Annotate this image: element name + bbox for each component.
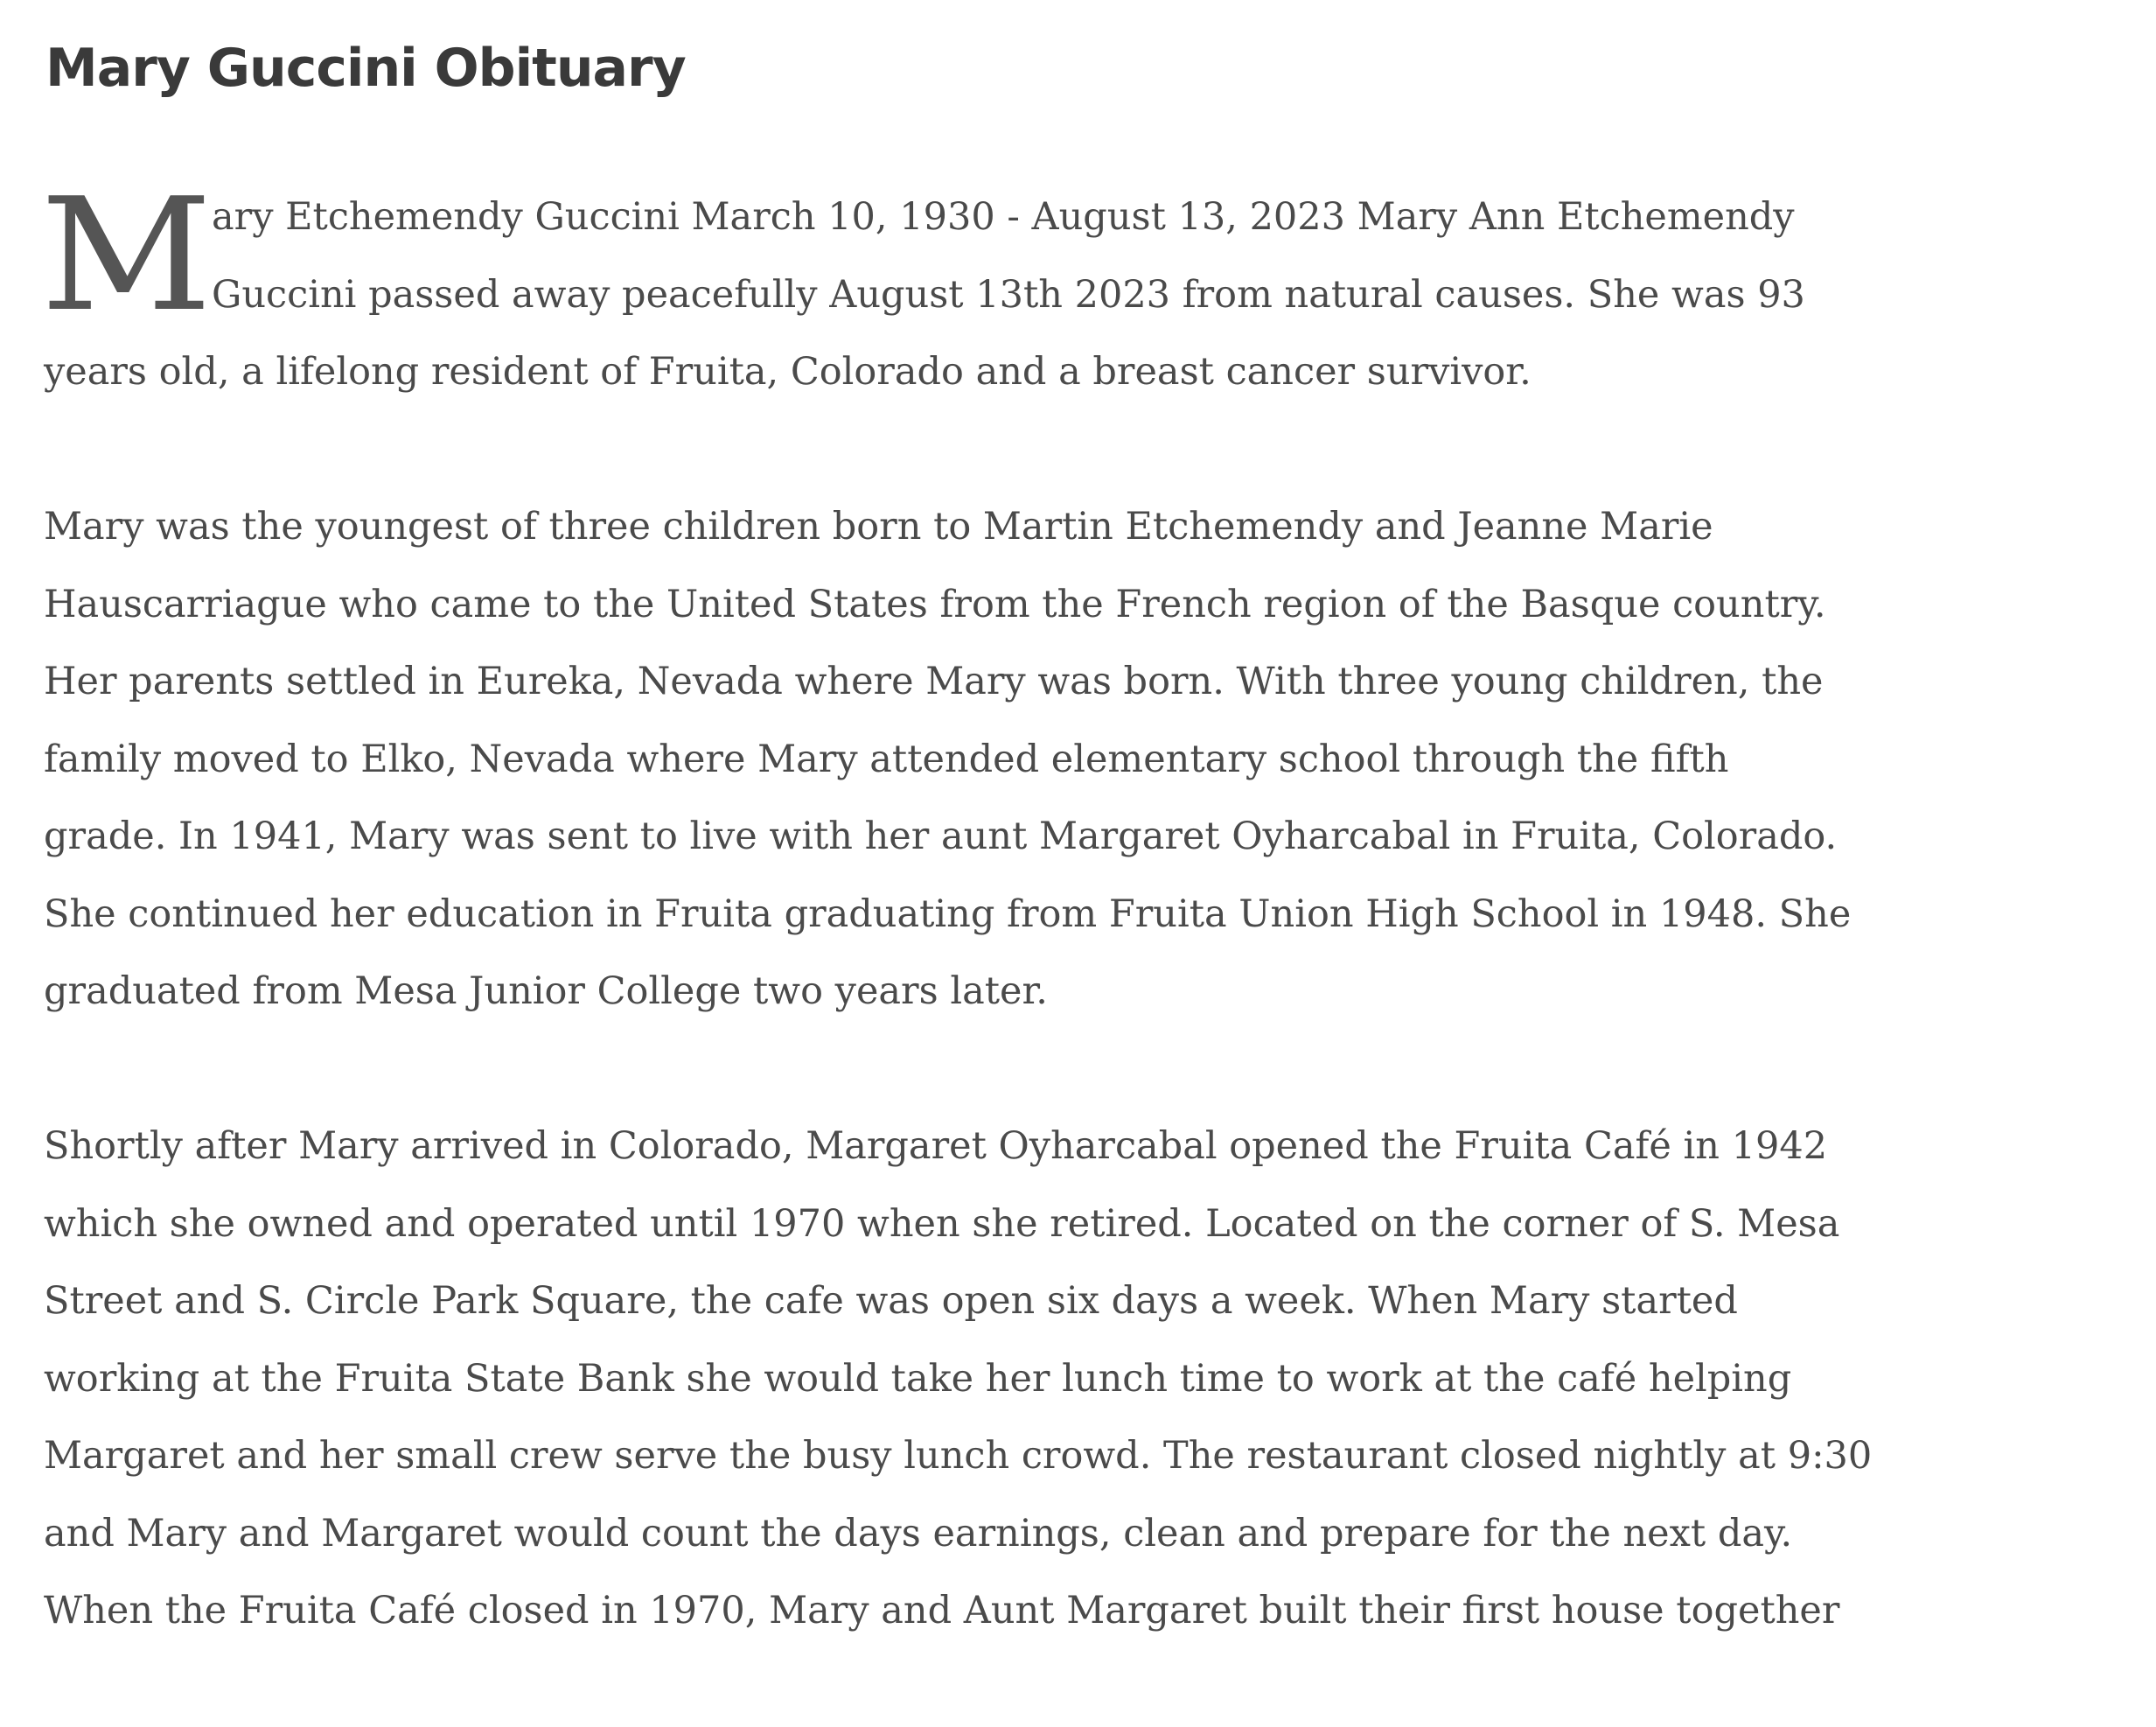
text-line: which she owned and operated until 1970 when she retired. Located on the corner of S. Mesa [44,1201,1840,1246]
text-line: grade. In 1941, Mary was sent to live with her aunt Margaret Oyharcabal in Fruita, Colorado. [44,815,1838,858]
text-line: Margaret and her small crew serve the busy lunch crowd. The restaurant closed nightly at 9:30 [44,1434,1873,1478]
text-line: Mary was the youngest of three children born to Martin Etchemendy and Jeanne Marie [44,505,1713,549]
paragraph-2 [44,488,2143,1031]
text-line: Street and S. Circle Park Square, the cafe was open six days a week. When Mary started [44,1279,1738,1323]
page-title: Mary Guccini Obituary [45,38,686,99]
text-line: Hauscarriague who came to the United States from the French region of the Basque country. [44,582,1826,626]
text-line: ary Etchemendy Guccini March 10, 1930 - August 13, 2023 Mary Ann Etchemendy [212,195,1795,239]
text-line: working at the Fruita State Bank she would take her lunch time to work at the café helping [44,1356,1792,1401]
text-line: graduated from Mesa Junior College two years later. [44,969,1048,1013]
text-line: Shortly after Mary arrived in Colorado, Margaret Oyharcabal opened the Fruita Café in 1942 [44,1124,1828,1168]
text-line: family moved to Elko, Nevada where Mary attended elementary school through the fifth [44,737,1729,781]
text-line: years old, a lifelong resident of Fruita, Colorado and a breast cancer survivor. [44,350,1532,394]
drop-cap: M [40,164,213,346]
obituary-article [40,164,2143,1727]
text-line: She continued her education in Fruita graduating from Fruita Union High School in 1948. She [44,891,1852,936]
paragraph-1 [40,164,2143,411]
text-line: Guccini passed away peacefully August 13th 2023 from natural causes. She was 93 [212,272,1805,317]
text-line: Her parents settled in Eureka, Nevada where Mary was born. With three young children, the [44,660,1824,703]
paragraph-3 [44,1108,2143,1650]
text-line: When the Fruita Café closed in 1970, Mary and Aunt Margaret built their first house together [44,1589,1840,1633]
text-line: and Mary and Margaret would count the days earnings, clean and prepare for the next day. [44,1511,1793,1556]
